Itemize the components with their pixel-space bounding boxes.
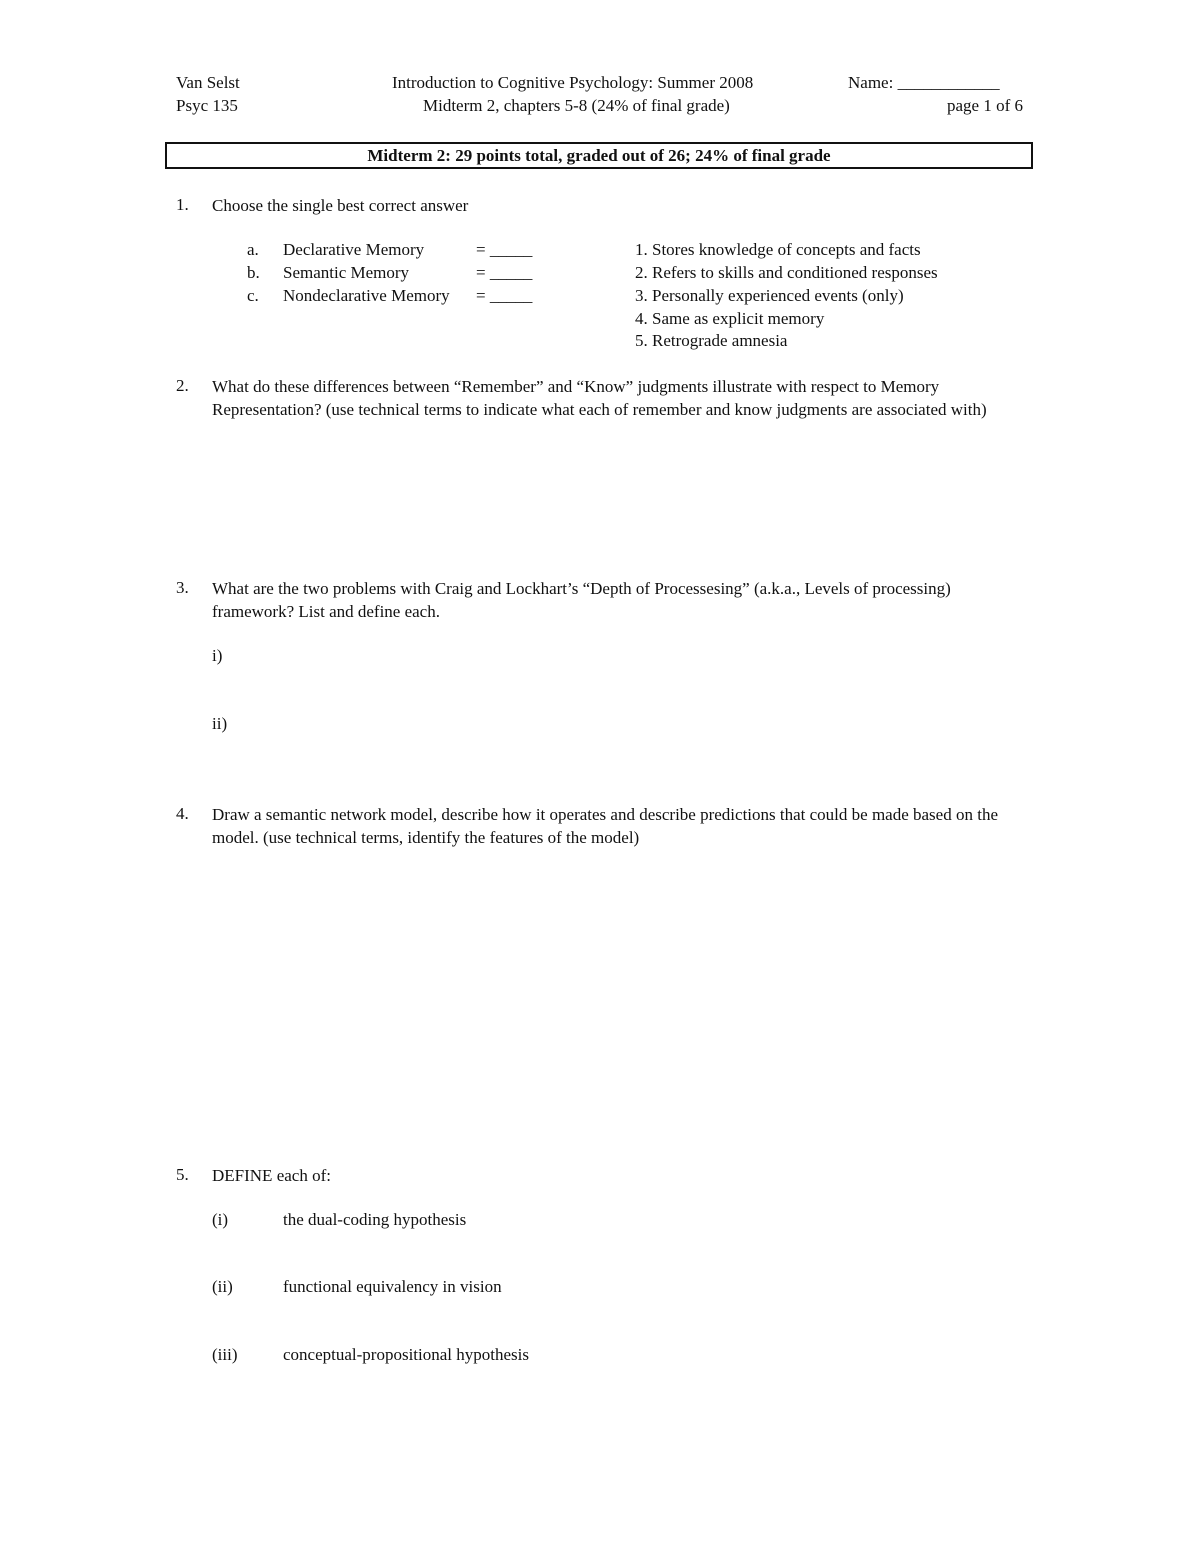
question-number: 5.: [176, 1165, 189, 1184]
item-letter: b.: [247, 263, 260, 282]
answer-option: 3. Personally experienced events (only): [635, 286, 904, 305]
item-term: Declarative Memory: [283, 240, 425, 259]
exam-info: Midterm 2, chapters 5-8 (24% of final grade): [423, 96, 730, 115]
course-code: Psyc 135: [176, 96, 238, 115]
question-text: Draw a semantic network model, describe how it operates and describe predictions that could be made based on the model. (use technical terms, identify the features of the model): [212, 805, 998, 847]
define-term: the dual-coding hypothesis: [283, 1210, 467, 1229]
item-letter: c.: [247, 286, 259, 305]
answer-option: 2. Refers to skills and conditioned responses: [635, 263, 938, 282]
part-label: i): [212, 646, 223, 665]
question-number: 2.: [176, 376, 189, 395]
question-text: DEFINE each of:: [212, 1166, 331, 1185]
answer-option: 4. Same as explicit memory: [635, 309, 825, 328]
page-number: page 1 of 6: [946, 96, 1023, 115]
instructor-name: Van Selst: [176, 73, 240, 92]
name-field-label: Name: ____________: [848, 73, 1000, 92]
question-number: 3.: [176, 578, 189, 597]
item-letter: a.: [247, 240, 259, 259]
answer-blank: = _____: [476, 240, 533, 259]
define-term: conceptual-propositional hypothesis: [283, 1345, 529, 1364]
question-number: 1.: [176, 195, 189, 214]
question-text: Choose the single best correct answer: [212, 196, 469, 215]
term-numeral: (iii): [212, 1345, 238, 1364]
points-banner: Midterm 2: 29 points total, graded out of 26; 24% of final grade: [165, 142, 1033, 169]
answer-blank: = _____: [476, 263, 533, 282]
question-text: What do these differences between “Remember” and “Know” judgments illustrate with respect to Memory Representation? (use technical terms to indicate what each of remember and know judgments are associated with): [212, 377, 987, 419]
question-text: What are the two problems with Craig and Lockhart’s “Depth of Processesing” (a.k.a., Levels of processing) framework? List and define each.: [212, 579, 951, 621]
item-term: Nondeclarative Memory: [283, 286, 450, 305]
answer-blank: = _____: [476, 286, 533, 305]
define-term: functional equivalency in vision: [283, 1277, 502, 1296]
item-term: Semantic Memory: [283, 263, 410, 282]
term-numeral: (i): [212, 1210, 229, 1229]
question-number: 4.: [176, 804, 189, 823]
course-title: Introduction to Cognitive Psychology: Summer 2008: [392, 73, 754, 92]
answer-option: 1. Stores knowledge of concepts and facts: [635, 240, 921, 259]
answer-option: 5. Retrograde amnesia: [635, 331, 788, 350]
term-numeral: (ii): [212, 1277, 233, 1296]
part-label: ii): [212, 714, 228, 733]
